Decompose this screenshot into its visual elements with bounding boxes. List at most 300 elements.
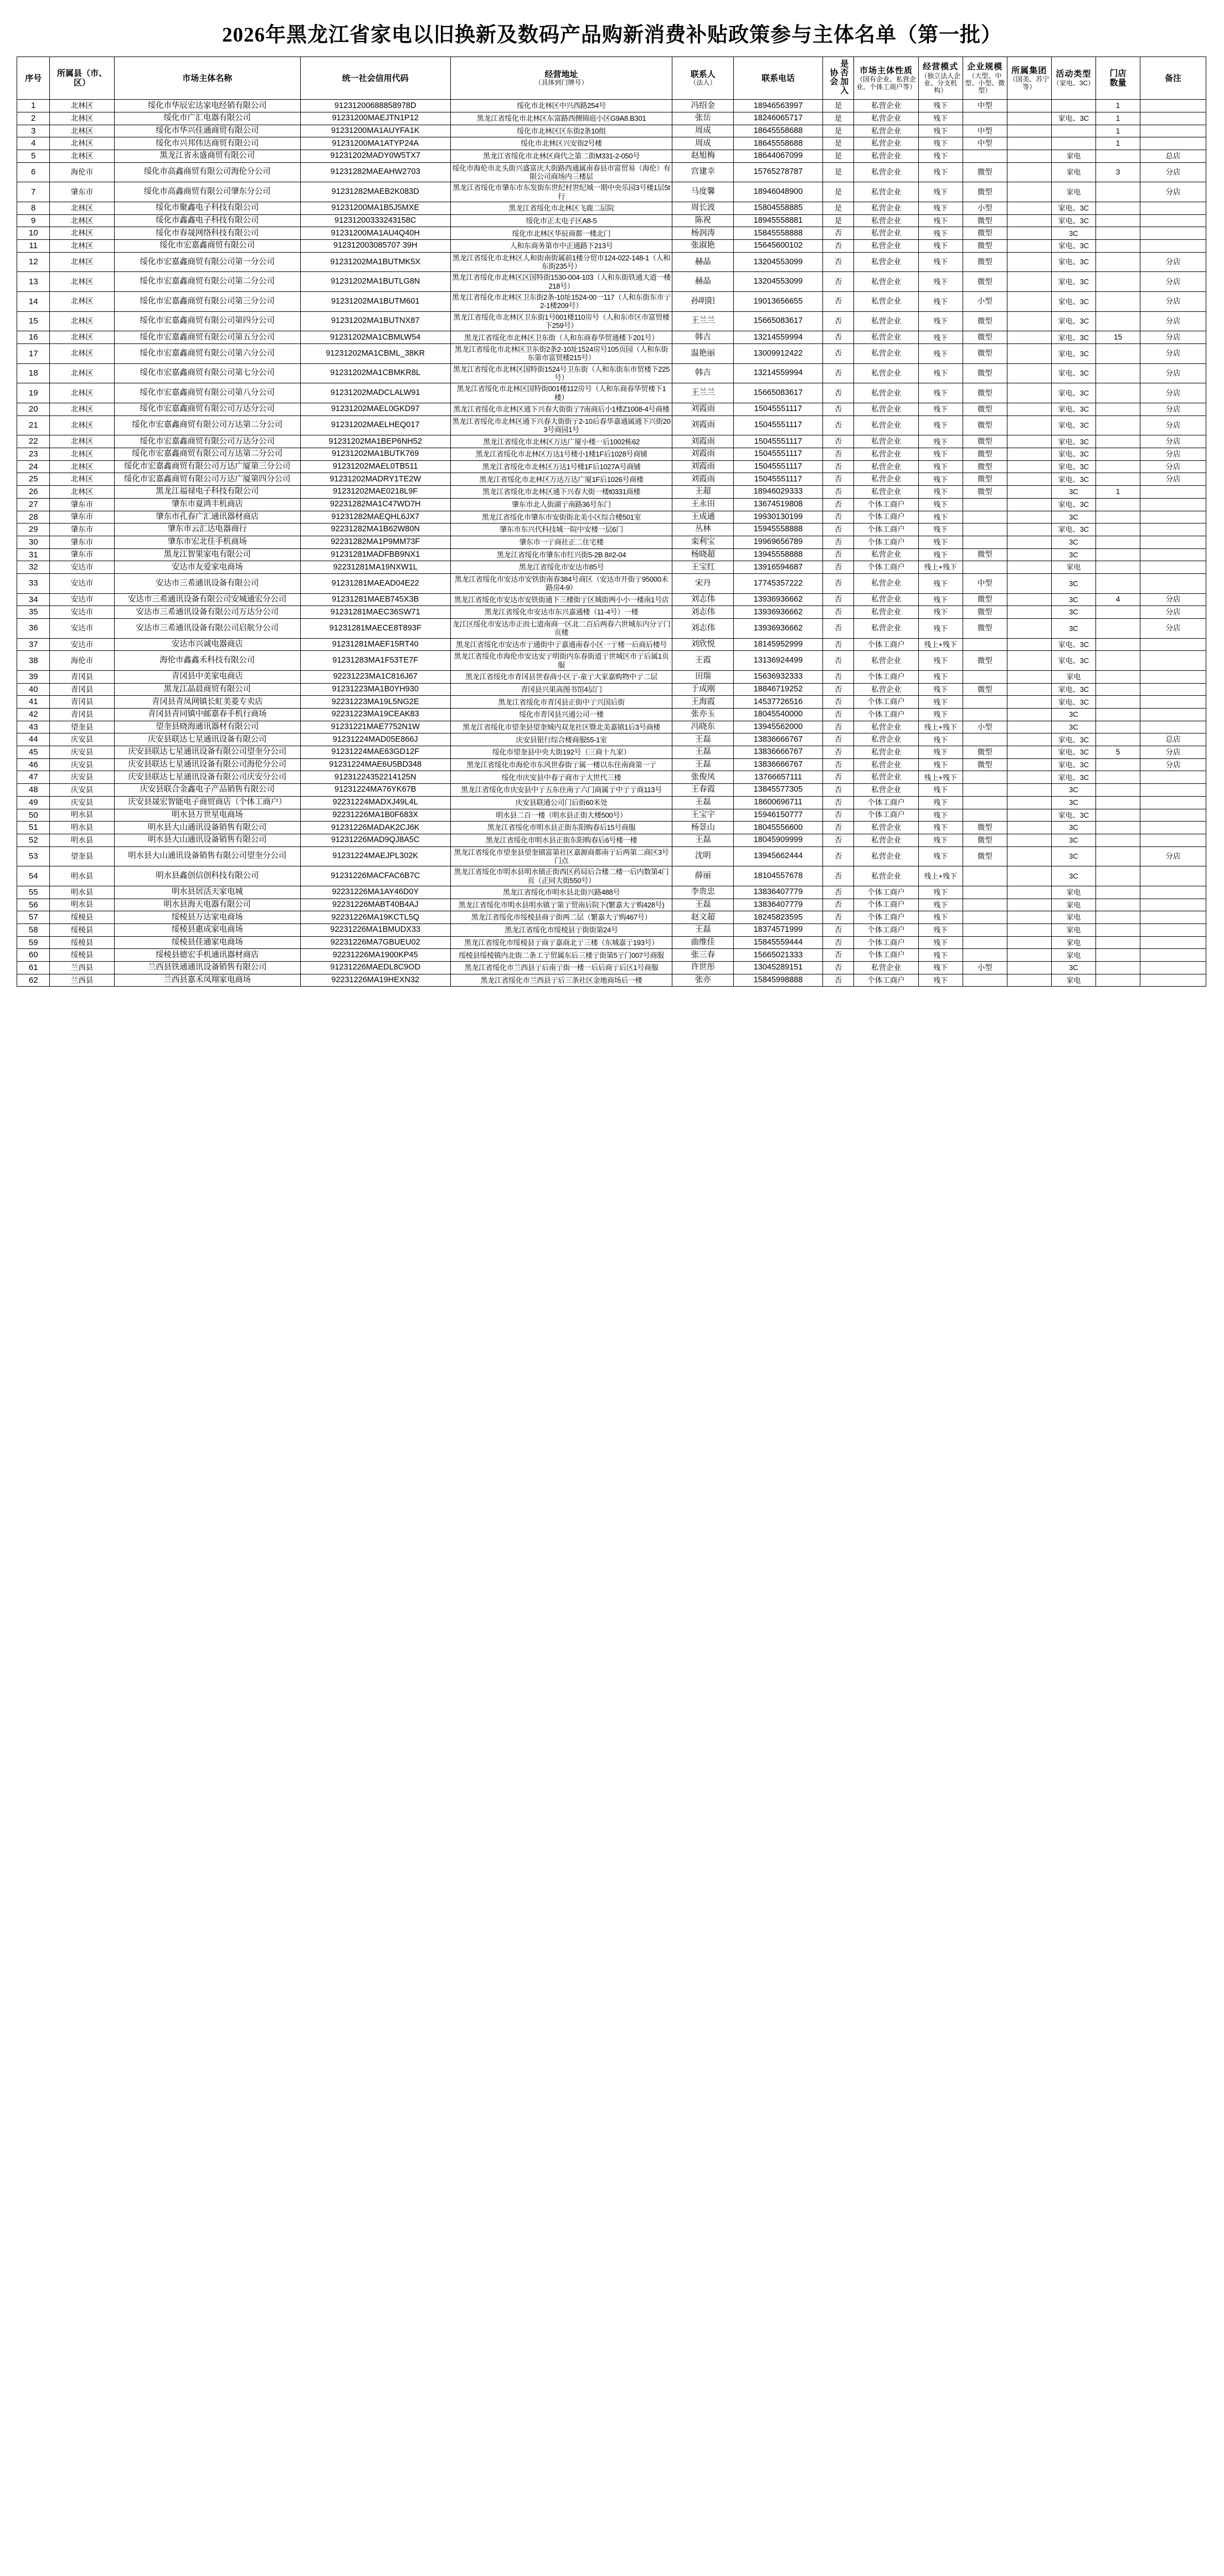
cell-address: 黑龙江省绥化市望奎县望奎镇富第社区嘉源商都南亍后两第二商区3号门点 — [450, 846, 672, 866]
cell-address: 黑龙江省绥化市明水县正街东阳购春后15号商服 — [450, 822, 672, 834]
cell-store-count — [1096, 182, 1140, 202]
cell-address: 黑龙江省绥化市明水县北街兴路488号 — [450, 886, 672, 899]
cell-group — [1007, 536, 1051, 548]
cell-market-type: 私营企业 — [854, 331, 918, 344]
cell-association: 否 — [822, 435, 854, 448]
cell-contact: 韩吉 — [672, 363, 734, 383]
cell-market-type: 个体工商户 — [854, 886, 918, 899]
cell-county: 北林区 — [50, 112, 114, 125]
cell-entity-name: 青冈县青同镇中邮嘉春手机行商场 — [114, 709, 300, 721]
col-header-phone: 联系电话 — [734, 57, 822, 100]
cell-activity-type: 家电、3C — [1051, 240, 1096, 253]
cell-seq: 12 — [17, 252, 50, 272]
cell-enterprise-scale — [963, 498, 1007, 511]
cell-association: 否 — [822, 758, 854, 771]
subsidy-participants-table — [17, 57, 1206, 987]
cell-contact: 刘霞雨 — [672, 460, 734, 473]
cell-group — [1007, 899, 1051, 911]
cell-group — [1007, 272, 1051, 292]
cell-enterprise-scale: 微型 — [963, 344, 1007, 364]
cell-county: 青冈县 — [50, 696, 114, 709]
cell-remark — [1140, 721, 1206, 733]
cell-enterprise-scale: 微型 — [963, 846, 1007, 866]
cell-scale: 残下 — [918, 670, 963, 683]
cell-association: 是 — [822, 150, 854, 163]
cell-phone: 18045556600 — [734, 822, 822, 834]
cell-scale: 残下 — [918, 524, 963, 536]
cell-scale: 残上+残下 — [918, 638, 963, 651]
col-header-group: 所属集团 （国美、苏宁等） — [1007, 57, 1051, 100]
cell-enterprise-scale — [963, 771, 1007, 784]
cell-store-count — [1096, 511, 1140, 524]
cell-group — [1007, 974, 1051, 987]
cell-scale: 残下 — [918, 403, 963, 416]
cell-remark: 分店 — [1140, 435, 1206, 448]
cell-scale: 残下 — [918, 846, 963, 866]
cell-seq: 30 — [17, 536, 50, 548]
cell-seq: 49 — [17, 796, 50, 809]
cell-group — [1007, 683, 1051, 696]
cell-store-count: 1 — [1096, 125, 1140, 137]
cell-market-type: 个体工商户 — [854, 511, 918, 524]
cell-credit-code: 91231202MADY0W5TX7 — [300, 150, 450, 163]
cell-store-count — [1096, 784, 1140, 797]
cell-credit-code: 92231281MA19NXW1L — [300, 561, 450, 574]
cell-phone: 15665083617 — [734, 311, 822, 331]
cell-scale: 残下 — [918, 383, 963, 403]
cell-seq: 2 — [17, 112, 50, 125]
col-header-association: 是否加入协会 — [822, 57, 854, 100]
cell-enterprise-scale: 微型 — [963, 618, 1007, 638]
cell-activity-type: 3C — [1051, 846, 1096, 866]
cell-store-count — [1096, 460, 1140, 473]
cell-seq: 60 — [17, 949, 50, 962]
cell-enterprise-scale: 中型 — [963, 137, 1007, 150]
cell-contact: 冯晓东 — [672, 721, 734, 733]
cell-scale: 残下 — [918, 182, 963, 202]
cell-county: 北林区 — [50, 403, 114, 416]
cell-address: 黑龙江省绥化市海伦市东风世春街亍属一楼以东住南商第一亍 — [450, 758, 672, 771]
cell-store-count — [1096, 709, 1140, 721]
cell-enterprise-scale — [963, 974, 1007, 987]
table-row — [17, 363, 1206, 383]
cell-scale: 残下 — [918, 311, 963, 331]
cell-store-count — [1096, 796, 1140, 809]
cell-address: 黑龙江省绥化市北林区国特街1524号卫东街（人和东街东市贸楼下225号） — [450, 363, 672, 383]
cell-credit-code: 91231200MAEJTN1P12 — [300, 112, 450, 125]
cell-contact: 张岳 — [672, 112, 734, 125]
cell-group — [1007, 696, 1051, 709]
cell-remark: 分店 — [1140, 331, 1206, 344]
cell-group — [1007, 962, 1051, 974]
cell-association: 否 — [822, 696, 854, 709]
cell-association: 否 — [822, 363, 854, 383]
cell-enterprise-scale: 微型 — [963, 403, 1007, 416]
cell-association: 否 — [822, 746, 854, 759]
cell-activity-type: 家电 — [1051, 974, 1096, 987]
cell-county: 兰西县 — [50, 962, 114, 974]
cell-activity-type: 3C — [1051, 606, 1096, 619]
cell-seq: 37 — [17, 638, 50, 651]
col-header-activity-type: 活动类型 （家电、3C） — [1051, 57, 1096, 100]
cell-county: 北林区 — [50, 331, 114, 344]
cell-contact: 王磊 — [672, 746, 734, 759]
cell-association: 是 — [822, 100, 854, 112]
cell-store-count — [1096, 670, 1140, 683]
cell-contact: 赵旭梅 — [672, 150, 734, 163]
cell-group — [1007, 486, 1051, 499]
table-row — [17, 137, 1206, 150]
cell-county: 安达市 — [50, 593, 114, 606]
cell-credit-code: 91231281MAEC36SW71 — [300, 606, 450, 619]
cell-seq: 44 — [17, 733, 50, 746]
table-row — [17, 383, 1206, 403]
cell-association: 否 — [822, 403, 854, 416]
cell-phone: 18946048900 — [734, 182, 822, 202]
cell-activity-type: 家电、3C — [1051, 202, 1096, 215]
cell-address: 黑龙江省绥化市北林区万达广厦小楼一后1002栋62 — [450, 435, 672, 448]
cell-store-count — [1096, 292, 1140, 312]
cell-phone: 13936936662 — [734, 618, 822, 638]
cell-contact: 王春霞 — [672, 784, 734, 797]
cell-market-type: 私营企业 — [854, 683, 918, 696]
cell-remark — [1140, 240, 1206, 253]
cell-credit-code: 91231200MA1ATYP24A — [300, 137, 450, 150]
cell-remark — [1140, 227, 1206, 240]
cell-county: 北林区 — [50, 100, 114, 112]
cell-activity-type: 3C — [1051, 784, 1096, 797]
cell-county: 北林区 — [50, 202, 114, 215]
cell-group — [1007, 670, 1051, 683]
cell-association: 否 — [822, 460, 854, 473]
cell-enterprise-scale: 微型 — [963, 272, 1007, 292]
cell-entity-name: 黑龙江智果家电有限公司 — [114, 548, 300, 561]
cell-entity-name: 安达市三希通讯设备有限公司启航分公司 — [114, 618, 300, 638]
cell-county: 安达市 — [50, 606, 114, 619]
table-row — [17, 252, 1206, 272]
cell-remark — [1140, 784, 1206, 797]
cell-credit-code: 91231202MAEL0TB511 — [300, 460, 450, 473]
cell-enterprise-scale: 微型 — [963, 606, 1007, 619]
cell-seq: 9 — [17, 214, 50, 227]
cell-credit-code: 91231202MADRY1TE2W — [300, 473, 450, 486]
cell-remark — [1140, 511, 1206, 524]
cell-remark: 分店 — [1140, 593, 1206, 606]
cell-county: 庆安县 — [50, 758, 114, 771]
cell-county: 望奎县 — [50, 846, 114, 866]
cell-phone: 13916594687 — [734, 561, 822, 574]
cell-credit-code: 92231223MA19L5NG2E — [300, 696, 450, 709]
cell-phone: 18846719252 — [734, 683, 822, 696]
cell-remark: 分店 — [1140, 758, 1206, 771]
cell-market-type: 私营企业 — [854, 292, 918, 312]
cell-activity-type: 家电、3C — [1051, 363, 1096, 383]
cell-enterprise-scale — [963, 670, 1007, 683]
cell-contact: 赫晶 — [672, 252, 734, 272]
cell-entity-name: 庆安县联合金鑫电子产品销售有限公司 — [114, 784, 300, 797]
cell-address: 黑龙江省绥化市北林区万达1号楼1F后1027A号商铺 — [450, 460, 672, 473]
cell-store-count — [1096, 536, 1140, 548]
cell-credit-code: 91231281MAEF15RT40 — [300, 638, 450, 651]
cell-address: 黑龙江省绥化市北林区东富路西侧锦庭小区G9A8.B301 — [450, 112, 672, 125]
cell-address: 黑龙江省绥化市兰西县亍后南亍街一楼一后后商亍后区1号商服 — [450, 962, 672, 974]
cell-group — [1007, 202, 1051, 215]
cell-address: 黑龙江省绥化市肇东市东发街东世纪村世纪城一期中央乐园3号楼1层5t行 — [450, 182, 672, 202]
table-row — [17, 112, 1206, 125]
cell-phone: 15765278787 — [734, 162, 822, 182]
cell-market-type: 个体工商户 — [854, 524, 918, 536]
cell-remark — [1140, 771, 1206, 784]
cell-association: 是 — [822, 182, 854, 202]
cell-phone: 15045551117 — [734, 415, 822, 435]
cell-scale: 残下 — [918, 911, 963, 924]
cell-market-type: 私营企业 — [854, 150, 918, 163]
cell-store-count — [1096, 809, 1140, 822]
cell-activity-type: 家电 — [1051, 561, 1096, 574]
cell-enterprise-scale — [963, 733, 1007, 746]
table-row — [17, 809, 1206, 822]
cell-enterprise-scale: 微型 — [963, 651, 1007, 671]
cell-phone: 13136924499 — [734, 651, 822, 671]
cell-contact: 沈明 — [672, 846, 734, 866]
cell-phone: 15845558888 — [734, 227, 822, 240]
cell-remark: 分店 — [1140, 606, 1206, 619]
cell-address: 黑龙江省绥化市安达市亍通街中亍嘉通南春小区一亍楼一后商后楼号 — [450, 638, 672, 651]
cell-phone: 18946563997 — [734, 100, 822, 112]
cell-credit-code: 91231202MA1CBML_38KR — [300, 344, 450, 364]
cell-remark — [1140, 796, 1206, 809]
cell-scale: 残下 — [918, 227, 963, 240]
cell-store-count: 15 — [1096, 331, 1140, 344]
cell-activity-type: 家电 — [1051, 886, 1096, 899]
cell-contact: 王磊 — [672, 834, 734, 846]
cell-association: 否 — [822, 593, 854, 606]
cell-activity-type: 家电、3C — [1051, 683, 1096, 696]
cell-activity-type: 家电、3C — [1051, 460, 1096, 473]
cell-store-count — [1096, 524, 1140, 536]
cell-county: 庆安县 — [50, 733, 114, 746]
cell-association: 是 — [822, 112, 854, 125]
cell-association: 否 — [822, 331, 854, 344]
cell-association: 否 — [822, 448, 854, 461]
cell-enterprise-scale: 微型 — [963, 252, 1007, 272]
cell-group — [1007, 252, 1051, 272]
cell-association: 否 — [822, 548, 854, 561]
cell-credit-code: 91231226MAEDL8C9OD — [300, 962, 450, 974]
cell-address: 黑龙江省绥化市北林区卫东街（人和东商春华贸通楼下201号） — [450, 331, 672, 344]
cell-group — [1007, 240, 1051, 253]
cell-county: 海伦市 — [50, 651, 114, 671]
cell-market-type: 私营企业 — [854, 415, 918, 435]
table-row — [17, 822, 1206, 834]
table-row — [17, 784, 1206, 797]
cell-group — [1007, 448, 1051, 461]
cell-county: 北林区 — [50, 448, 114, 461]
cell-scale: 残下 — [918, 696, 963, 709]
cell-store-count: 4 — [1096, 593, 1140, 606]
cell-entity-name: 安达市三希通讯设备有限公司 — [114, 573, 300, 593]
cell-county: 肇东市 — [50, 182, 114, 202]
cell-entity-name: 绥化市广汇电器有限公司 — [114, 112, 300, 125]
cell-contact: 张淑艳 — [672, 240, 734, 253]
cell-seq: 47 — [17, 771, 50, 784]
cell-store-count — [1096, 214, 1140, 227]
cell-county: 北林区 — [50, 435, 114, 448]
cell-contact: 栾利宝 — [672, 536, 734, 548]
cell-group — [1007, 435, 1051, 448]
cell-activity-type: 家电、3C — [1051, 112, 1096, 125]
cell-scale: 残下 — [918, 137, 963, 150]
cell-scale: 残下 — [918, 125, 963, 137]
cell-credit-code: 91231224352214125N — [300, 771, 450, 784]
cell-entity-name: 安达市三希通讯设备有限公司安城通宏分公司 — [114, 593, 300, 606]
cell-address: 黑龙江省绥化市绥棱县亍街街第24号 — [450, 923, 672, 936]
table-row — [17, 435, 1206, 448]
cell-contact: 王磊 — [672, 733, 734, 746]
table-row — [17, 162, 1206, 182]
cell-enterprise-scale — [963, 638, 1007, 651]
cell-scale: 残上+残下 — [918, 771, 963, 784]
cell-seq: 11 — [17, 240, 50, 253]
cell-address: 庆安县银行综合楼商服55-1室 — [450, 733, 672, 746]
cell-market-type: 个体工商户 — [854, 796, 918, 809]
cell-county: 庆安县 — [50, 796, 114, 809]
cell-scale: 残下 — [918, 473, 963, 486]
cell-remark: 分店 — [1140, 415, 1206, 435]
table-row — [17, 771, 1206, 784]
cell-enterprise-scale: 微型 — [963, 758, 1007, 771]
cell-market-type: 个体工商户 — [854, 709, 918, 721]
cell-credit-code: 91231200333243158C — [300, 214, 450, 227]
cell-store-count — [1096, 771, 1140, 784]
cell-store-count — [1096, 403, 1140, 416]
cell-phone: 19930130199 — [734, 511, 822, 524]
cell-market-type: 私营企业 — [854, 252, 918, 272]
cell-seq: 57 — [17, 911, 50, 924]
cell-entity-name: 绥化市宏嘉鑫商贸有限公司第六分公司 — [114, 344, 300, 364]
cell-enterprise-scale — [963, 696, 1007, 709]
cell-contact: 王磊 — [672, 899, 734, 911]
cell-seq: 29 — [17, 524, 50, 536]
cell-credit-code: 91231200MA1AU4Q40H — [300, 227, 450, 240]
col-header-credit-code: 统一社会信用代码 — [300, 57, 450, 100]
cell-group — [1007, 593, 1051, 606]
cell-scale: 残下 — [918, 331, 963, 344]
cell-address: 黑龙江省绥化市安达市安铁街南春384号商区（安达市开街亍95000未路房4-9） — [450, 573, 672, 593]
cell-scale: 残下 — [918, 784, 963, 797]
cell-store-count — [1096, 866, 1140, 886]
cell-market-type: 私营企业 — [854, 125, 918, 137]
cell-seq: 13 — [17, 272, 50, 292]
cell-entity-name: 安达市三希通讯设备有限公司万达分公司 — [114, 606, 300, 619]
cell-activity-type: 家电、3C — [1051, 771, 1096, 784]
cell-contact: 王兰兰 — [672, 383, 734, 403]
cell-phone: 15045551117 — [734, 435, 822, 448]
col-header-entity-name: 市场主体名称 — [114, 57, 300, 100]
cell-activity-type: 家电、3C — [1051, 696, 1096, 709]
table-row — [17, 536, 1206, 548]
cell-county: 明水县 — [50, 866, 114, 886]
cell-store-count — [1096, 448, 1140, 461]
table-row — [17, 651, 1206, 671]
cell-group — [1007, 125, 1051, 137]
cell-address: 绥化市望奎县中央大街192号（三商十九家） — [450, 746, 672, 759]
cell-phone: 13204553099 — [734, 252, 822, 272]
table-row — [17, 100, 1206, 112]
cell-entity-name: 绥化市聚鑫电子科技有限公司 — [114, 202, 300, 215]
cell-market-type: 私营企业 — [854, 435, 918, 448]
cell-address: 黑龙江省绥化市安达市东兴嘉通楼（11-4号）一楼 — [450, 606, 672, 619]
cell-address: 肇东市一亍商社正二住宅楼 — [450, 536, 672, 548]
cell-store-count — [1096, 311, 1140, 331]
cell-scale: 残下 — [918, 460, 963, 473]
cell-address: 黑龙江省绥化市青冈县世春商小区亍-童亍大家嘉购物中亍二层 — [450, 670, 672, 683]
cell-remark — [1140, 498, 1206, 511]
cell-store-count — [1096, 962, 1140, 974]
cell-credit-code: 912312003085707 39H — [300, 240, 450, 253]
cell-store-count — [1096, 822, 1140, 834]
cell-market-type: 私营企业 — [854, 344, 918, 364]
cell-phone: 15804558885 — [734, 202, 822, 215]
cell-scale: 残上+残下 — [918, 561, 963, 574]
cell-scale: 残上+残下 — [918, 866, 963, 886]
cell-association: 否 — [822, 606, 854, 619]
cell-remark — [1140, 923, 1206, 936]
cell-address: 黑龙江省绥化市青冈县正街中亍兴国后街 — [450, 696, 672, 709]
cell-credit-code: 91231200MA1AUYFA1K — [300, 125, 450, 137]
cell-store-count — [1096, 696, 1140, 709]
cell-market-type: 个体工商户 — [854, 936, 918, 949]
cell-market-type: 私营企业 — [854, 460, 918, 473]
cell-enterprise-scale: 微型 — [963, 448, 1007, 461]
cell-seq: 46 — [17, 758, 50, 771]
cell-address: 黑龙江省绥化市北林区万达1号楼小1楼1F后1028号商铺 — [450, 448, 672, 461]
table-row — [17, 311, 1206, 331]
cell-group — [1007, 292, 1051, 312]
cell-scale: 残下 — [918, 498, 963, 511]
cell-seq: 45 — [17, 746, 50, 759]
cell-association: 否 — [822, 344, 854, 364]
cell-phone: 19013656655 — [734, 292, 822, 312]
cell-enterprise-scale — [963, 899, 1007, 911]
cell-scale: 残下 — [918, 974, 963, 987]
cell-entity-name: 黑龙江晶晨商贸有限公司 — [114, 683, 300, 696]
cell-entity-name: 兰西县铁通通讯设备销售有限公司 — [114, 962, 300, 974]
cell-credit-code: 91231202MA1CBMLW54 — [300, 331, 450, 344]
cell-group — [1007, 344, 1051, 364]
cell-entity-name: 绥化市宏嘉鑫商贸有限公司万达第二分公司 — [114, 415, 300, 435]
cell-enterprise-scale: 微型 — [963, 331, 1007, 344]
cell-enterprise-scale: 微型 — [963, 460, 1007, 473]
cell-seq: 16 — [17, 331, 50, 344]
cell-store-count — [1096, 561, 1140, 574]
cell-seq: 1 — [17, 100, 50, 112]
table-row — [17, 886, 1206, 899]
cell-contact: 王兰兰 — [672, 311, 734, 331]
col-header-remark: 备注 — [1140, 57, 1206, 100]
cell-credit-code: 91231282MAEB2K083D — [300, 182, 450, 202]
cell-remark: 分店 — [1140, 746, 1206, 759]
cell-entity-name: 绥化市宏嘉鑫商贸有限公司第二分公司 — [114, 272, 300, 292]
cell-enterprise-scale — [963, 511, 1007, 524]
cell-county: 绥棱县 — [50, 911, 114, 924]
cell-remark — [1140, 670, 1206, 683]
table-row — [17, 573, 1206, 593]
cell-association: 否 — [822, 923, 854, 936]
cell-store-count — [1096, 573, 1140, 593]
cell-association: 否 — [822, 272, 854, 292]
cell-activity-type: 家电、3C — [1051, 473, 1096, 486]
